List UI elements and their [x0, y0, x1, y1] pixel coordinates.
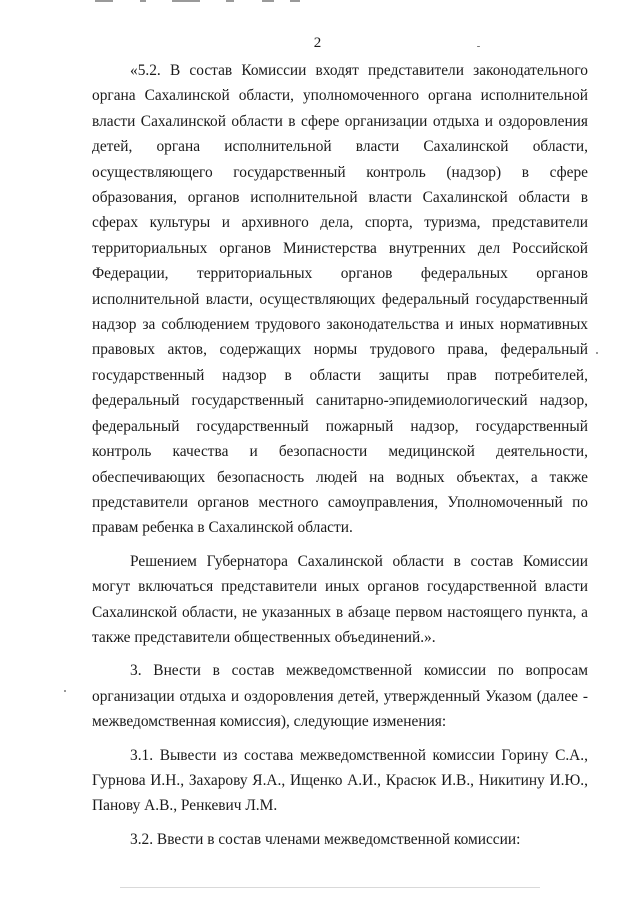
paragraph-3-1: 3.1. Вывести из состава межведомственной комиссии Горину С.А., Гурнова И.Н., Захарову Я.А., Ищенко А.И., Красюк И.В., Никитину И.Ю., Панову А.В., Ренкевич Л.М.	[92, 746, 588, 815]
paragraph-3: 3. Внести в состав межведомственной комиссии по вопросам организации отдыха и оздоровления детей, утвержденный Указом (далее - межведомственная комиссия), следующие изменения:	[92, 662, 588, 731]
scan-speck	[477, 46, 480, 47]
scan-line	[120, 887, 540, 888]
paragraph-5-2: «5.2. В состав Комиссии входят представители законодательного органа Сахалинской области, уполномоченного органа исполнительной власти Сахалинской области в сфере организации отдыха и оздоровления детей, органа исполнительной власти Сахалинской области, осуществляющего государственный контроль (надзор) в сфере образования, органов исполнительной власти Сахалинской области в сферах культуры и архивного дела, спорта, туризма, представители территориальных органов Министерства внутренних дел Российской Федерации, территориальных органов федеральных органов исполнительной власти, осуществляющих федеральный государственный надзор за соблюдением трудового законодательства и иных нормативных правовых актов, содержащих нормы трудового права, федеральный государственный надзор в области защиты прав потребителей, федеральный государственный санитарно-эпидемиологический надзор, федеральный государственный пожарный надзор, государственный контроль качества и безопасности медицинской деятельности, обеспечивающих безопасность людей на водных объектах, а также представители органов местного самоуправления, Уполномоченный по правам ребенка в Сахалинской области.	[92, 62, 588, 537]
document-body	[92, 58, 588, 852]
page-number: 2	[313, 35, 322, 51]
paragraph-governor-decision: Решением Губернатора Сахалинской области в состав Комиссии могут включаться представители иных органов государственной власти Сахалинской области, не указанных в абзаце первом настоящего пункта, а также представители общественных объединений.».	[92, 552, 588, 646]
scan-speck	[64, 690, 66, 692]
scan-edge-marks	[0, 0, 635, 8]
paragraph-3-2: 3.2. Ввести в состав членами межведомственной комиссии:	[130, 830, 521, 848]
scan-speck	[596, 352, 598, 354]
